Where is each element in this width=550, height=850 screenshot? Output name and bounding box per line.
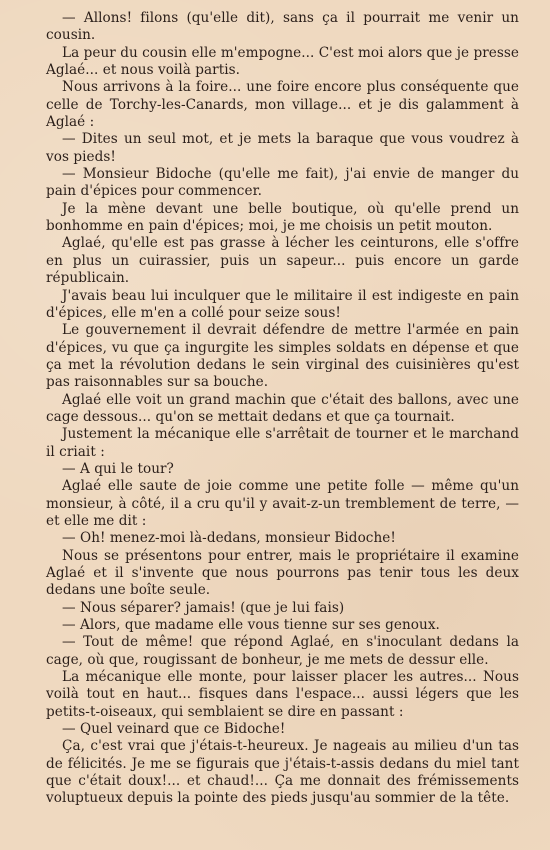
paragraph: Je la mène devant une belle boutique, où qu'elle prend un bonhomme en pain d'épices; moi, je me choisis un petit mouton. bbox=[46, 200, 519, 235]
paragraph: Aglaé elle voit un grand machin que c'était des ballons, avec une cage dessous... qu'on se mettait dedans et que ça tournait. bbox=[46, 391, 519, 425]
paragraph: La mécanique elle monte, pour laisser placer les autres... Nous voilà tout en haut... fisques dans l'espace... aussi légers que les petits-t-oiseaux, qui semblaient se dire en passant : bbox=[46, 669, 519, 720]
paragraph: Aglaé elle saute de joie comme une petite folle — même qu'un monsieur, à côté, il a cru qu'il y avait-z-un tremblement de terre, — et elle me dit : bbox=[46, 478, 519, 529]
paragraph: Nous arrivons à la foire... une foire encore plus conséquente que celle de Torchy-les-Canards, mon village... et je dis galamment à Aglaé : bbox=[46, 79, 519, 131]
paragraph: Aglaé, qu'elle est pas grasse à lécher les ceinturons, elle s'offre en plus un cuirassier, puis un sapeur... puis encore un garde républicain. bbox=[46, 235, 519, 287]
paragraph: — Oh! menez-moi là-dedans, monsieur Bidoche! bbox=[62, 530, 396, 547]
paragraph: Ça, c'est vrai que j'étais-t-heureux. Je nageais au milieu d'un tas de félicités. Je me se figurais que j'étais-t-assis dedans du miel tant que c'était doux!... et chaud!... Ça me donnait des frémissements voluptueux depuis la pointe des pieds jusqu'au sommier de la tête. bbox=[46, 738, 519, 807]
paragraph: — Nous séparer? jamais! (que je lui fais) bbox=[62, 599, 345, 616]
paragraph: — Allons! filons (qu'elle dit), sans ça il pourrait me venir un cousin. bbox=[46, 10, 519, 44]
paragraph: Justement la mécanique elle s'arrêtait de tourner et le marchand il criait : bbox=[46, 426, 519, 460]
paragraph: J'avais beau lui inculquer que le militaire il est indigeste en pain d'épices, elle m'en a collé pour seize sous! bbox=[46, 287, 519, 321]
paragraph: Nous se présentons pour entrer, mais le propriétaire il examine Aglaé et il s'invente que nous pourrons pas tenir tous les deux dedans une boîte seule. bbox=[46, 547, 519, 599]
paragraph: — Quel veinard que ce Bidoche! bbox=[62, 721, 286, 738]
paragraph: Le gouvernement il devrait défendre de mettre l'armée en pain d'épices, vu que ça ingurgite les simples soldats en dépense et que ça met la révolution dedans le sein virginal des cuisinières qu'est pas raisonnables sur sa bouche. bbox=[46, 322, 519, 391]
paragraph: — Alors, que madame elle vous tienne sur ses genoux. bbox=[62, 617, 440, 634]
paragraph: La peur du cousin elle m'empogne... C'est moi alors que je presse Aglaé... et nous voilà partis. bbox=[46, 44, 519, 79]
paragraph: — Tout de même! que répond Aglaé, en s'inoculant dedans la cage, où que, rougissant de bonheur, je me mets de dessur elle. bbox=[46, 634, 519, 668]
paragraph: — Monsieur Bidoche (qu'elle me fait), j'ai envie de manger du pain d'épices pour commencer. bbox=[46, 166, 519, 200]
paragraph: — A qui le tour? bbox=[62, 460, 174, 477]
paragraph: — Dites un seul mot, et je mets la baraque que vous voudrez à vos pieds! bbox=[46, 131, 519, 165]
